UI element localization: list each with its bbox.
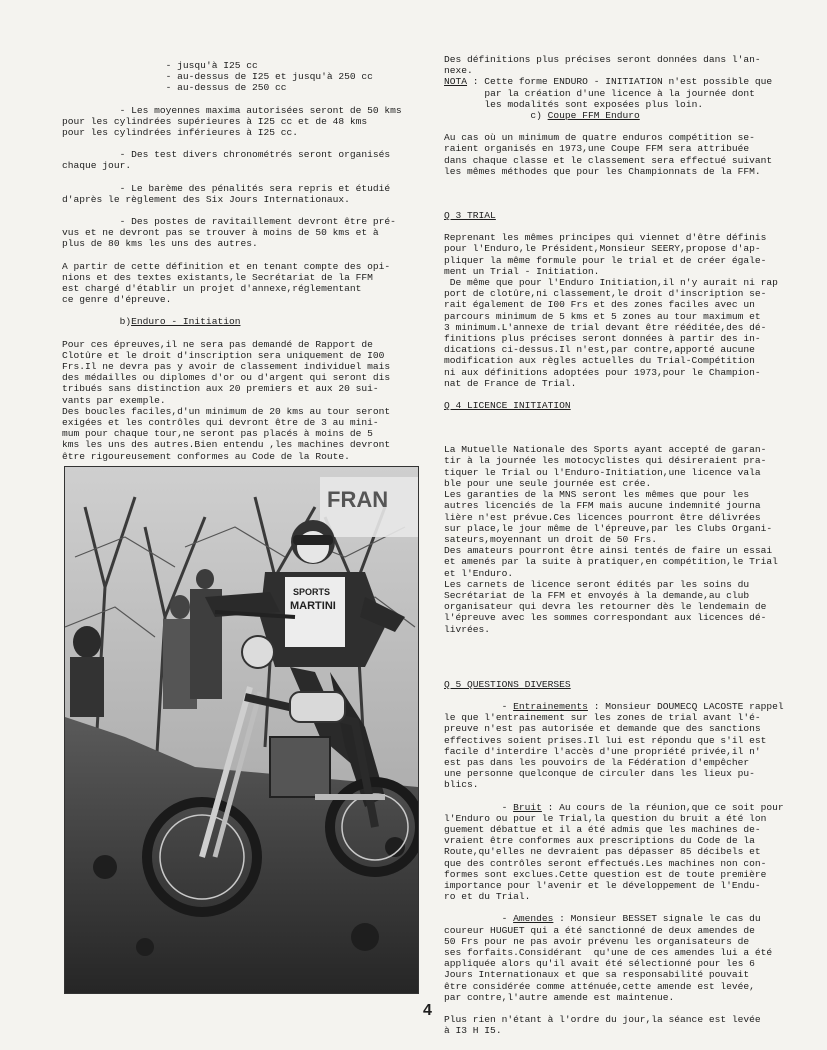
paragraph-coupe-ffm: Au cas où un minimum de quatre enduros compétition se- raient organisés en 1973,une Coupe FFM sera attribuée dans chaque classe et le classement sera effectué suivant les mêmes méthodes que pour les Championnats de la FFM. <box>444 132 773 177</box>
entr-label: Entrainements <box>513 700 588 712</box>
amendes-label: Amendes <box>513 913 554 925</box>
paragraph-refuelling: - Des postes de ravitaillement devront être pré- vus et ne devront pas se trouver à moins de 50 kms et à plus de 80 kms les uns des autres. <box>62 216 396 250</box>
bruit-text: : Au cours de la réunion,que ce soit pour l'Enduro ou pour le Trial,la question du bruit a été lon guement débattue et il a été admis que les machines de- vraient être conformes aux prescriptions du Code de la Route,qu'elles ne devraient pas dépasser 85 décibels et que des contrôles seront effectués.Les machines non con- formes sont exclues.Cette question est de toute première importance pour l'avenir et le développement de l'Endu- ro et du Trial. <box>444 801 784 903</box>
heading-q3-trial: Q 3 TRIAL <box>444 210 496 222</box>
paragraph-bruit <box>444 802 798 903</box>
paragraph-closing: Plus rien n'étant à l'ordre du jour,la séance est levée à I3 H I5. <box>444 1014 761 1037</box>
subsection-c-prefix: c) <box>444 110 548 122</box>
engine-class-3: - au-dessus de 250 cc <box>62 82 287 94</box>
paragraph-definitions: Des définitions plus précises seront données dans l'an- nexe. <box>444 54 761 77</box>
paragraph-timed-tests: - Des test divers chronométrés seront organisés chaque jour. <box>62 149 391 172</box>
heading-q5-questions: Q 5 QUESTIONS DIVERSES <box>444 678 571 690</box>
right-column <box>444 54 798 1036</box>
engine-class-1: - jusqu'à I25 cc <box>62 60 258 71</box>
engine-class-2: - au-dessus de I25 et jusqu'à 250 cc <box>62 71 373 83</box>
nota-label: NOTA <box>444 76 468 88</box>
nota-text: : Cette forme ENDURO - INITIATION n'est possible que par la création d'une licence à la journée dont les modalités sont exposées plus loin. <box>472 76 773 110</box>
paragraph-definition: A partir de cette définition et en tenant compte des opi- nions et des textes existants,le Secrétariat de la FFM est chargé d'établir un projet d'annexe,réglementant ce genre d'épreuve. <box>62 260 391 306</box>
nota <box>444 76 798 110</box>
subsection-c-title: Coupe FFM Enduro <box>547 110 640 122</box>
page-number: 4 <box>423 1002 432 1019</box>
bruit-prefix: - <box>444 801 514 813</box>
paragraph-amendes <box>444 913 798 1003</box>
bib-line-2: MARTINI <box>290 600 336 612</box>
paragraph-average-speeds: - Les moyennes maxima autorisées seront de 50 kms pour les cylindrées supérieures à I25 cc et de 48 kms pour les cylindrées inférieures à I25 cc. <box>62 104 402 139</box>
motorcycle-photo <box>64 466 419 994</box>
subsection-coupe-ffm <box>444 110 798 121</box>
paragraph-licence: La Mutuelle Nationale des Sports ayant accepté de garan- tir à la journée les motocyclistes qui désireraient pra- tiquer le Trial ou l'Enduro-Initiation,une licence vala ble pour une seule journée est crée. Les garanties de la MNS seront les mêmes que pour les autres licenciés de la FFM mais aucune indemnité journa lière n'est prévue.Ces licences pourront être délivrées sur place,le jour même de l'épreuve,par les Clubs Organi- sateurs,moyennant un droit de 50 Frs. Des amateurs pourront être ainsi tentés de faire un essai et amenés par la suite à pratiquer,en compétition,le Trial et l'Enduro. Les carnets de licence seront édités par les soins du Secrétariat de la FFM et envoyés à la demande,au club organisateur qui devra les retourner dès le lendemain de l'épreuve avec les sommes correspondant aux licences dé- livrées. <box>444 444 778 635</box>
amendes-prefix: - <box>444 913 514 925</box>
subsection-prefix: b) <box>62 316 132 328</box>
bruit-label: Bruit <box>513 801 542 813</box>
subsection-enduro-initiation <box>62 316 418 327</box>
bib-line-1: SPORTS <box>293 587 331 597</box>
heading-q4-licence: Q 4 LICENCE INITIATION <box>444 400 571 412</box>
paragraph-trial: Reprenant les mêmes principes qui viennet d'être définis pour l'Enduro,le Président,Monsieur SEERY,propose d'ap- pliquer la même formule pour le trial et de créer égale- ment un Trial - Initiation. De même que pour l'Enduro Initiation,il n'y aurait ni rap port de clotûre,ni classement,le droit d'inscription se- rait également de I00 Frs et des zones faciles avec un parcours minimum de 5 kms et 5 zones au tour maximum et 3 minimum.L'annexe de trial devant être rééditée,des dé- finitions plus précises seront données à partir des in- dications ci-dessus.Il n'est,par contre,apporté aucune modification aux règles actuelles du Trial-Compétition ni aux définitions adoptées pour 1973,pour le Champion- nat de France de Trial. <box>444 232 778 389</box>
paragraph-entrainements <box>444 701 798 791</box>
amendes-text: : Monsieur BESSET signale le cas du coureur HUGUET qui a été sanctionné de deux amendes de 50 Frs pour ne pas avoir prévenu les organisateurs de ses forfaits.Considérant qu'une de ces amendes lui a été appliquée alors qu'il avait été sélectionné pour les 6 Jours Internationaux et que sa responsabilité pouvait être considérée comme atténuée,cette amende est levée, par contre,l'autre amende est maintenue. <box>444 913 773 1003</box>
paragraph-initiation-rules: Pour ces épreuves,il ne sera pas demandé de Rapport de Clotûre et le droit d'inscription sera uniquement de I00 Frs.Il ne devra pas y avoir de classement individuel mais des médailles ou diplomes d'or ou d'argent qui seront dis tribués sans distinction aux 20 premiers et aux 20 sui- vants par exemple. Des boucles faciles,d'un minimum de 20 kms au tour seront exigées et les contrôles qui devront être de 3 au mini- mum pour chaque tour,ne seront pas placés à moins de 5 kms les uns des autres.Bien entendu ,les machines devront être rigoureusement conformes au Code de la Route. <box>62 338 391 462</box>
subsection-title: Enduro - Initiation <box>131 316 241 328</box>
banner-text: FRAN <box>327 487 389 512</box>
left-column <box>62 60 418 462</box>
entr-text: : Monsieur DOUMECQ LACOSTE rappel le que l'entrainement sur les zones de trial avant l'é- preuve n'est pas autorisée et demande que des sanctions effectives soient prises.Il lui est répondu que s'il est facile d'interdire l'accès d'une propriété privée,il n' est pas dans les pouvoirs de la Fédération d'empêcher une personne quelconque de circuler dans les lieux pu- blics. <box>444 700 784 791</box>
paragraph-penalties: - Le barème des pénalités sera repris et étudié d'après le règlement des Six Jours Internationaux. <box>62 182 391 205</box>
entr-prefix: - <box>444 700 514 712</box>
